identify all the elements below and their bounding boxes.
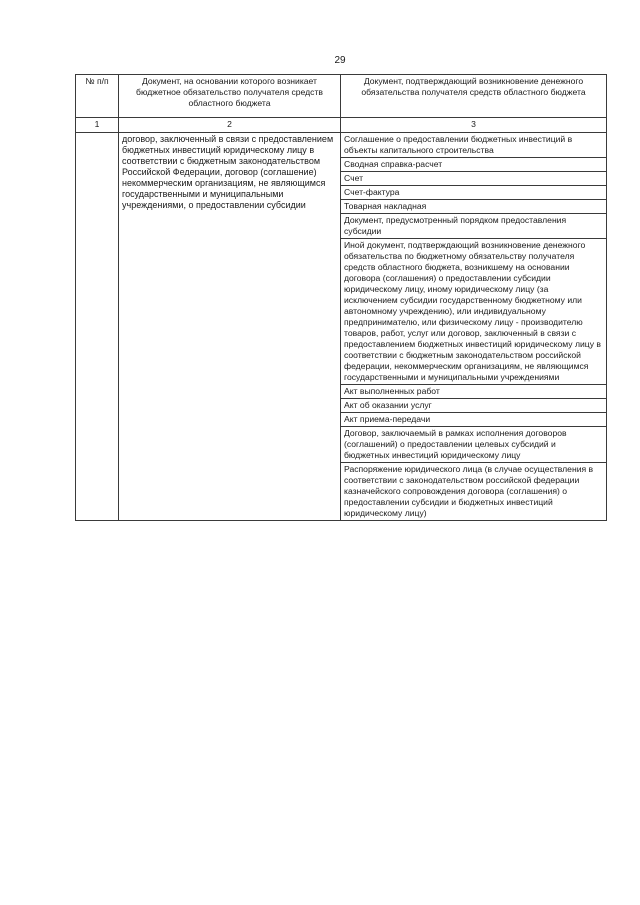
- confirming-document-8: Акт выполненных работ: [341, 385, 607, 399]
- basis-document-cell: договор, заключенный в связи с предоставлением бюджетных инвестиций юридическому лицу в соответствии с бюджетным законодательством Российской Федерации, договор (соглашение) некоммерческим организациям, не являющимся государственными и муниципальными учреждениями, о предоставлении субсидии: [119, 133, 341, 521]
- confirming-document-1: Соглашение о предоставлении бюджетных инвестиций в объекты капитального строительства: [341, 133, 607, 158]
- table-row: [76, 133, 607, 158]
- table-header-row: [76, 75, 607, 118]
- page-number: 29: [334, 55, 346, 66]
- confirming-document-7: Иной документ, подтверждающий возникновение денежного обязательства по бюджетному обязательству получателя средств областного бюджета, возникшему на основании договора (соглашения) о предоставлении субсидии юридическому лицу, иному юридическому лицу (за исключением субсидии государственному бюджетному или автономному учреждению), или индивидуальному предпринимателю, или физическому лицу - производителю товаров, работ, услуг или договор, заключенный в связи с предоставлением бюджетных инвестиций юридическому лицу в соответствии с бюджетным законодательством российской федерации, некоммерческим организациям, не являющимся государственными и муниципальными учреждениями: [341, 239, 607, 385]
- column-number-1: 1: [76, 118, 119, 133]
- column-number-2: 2: [119, 118, 341, 133]
- column-number-row: [76, 118, 607, 133]
- confirming-document-11: Договор, заключаемый в рамках исполнения договоров (соглашений) о предоставлении целевых субсидий и бюджетных инвестиций юридическому лицу: [341, 427, 607, 463]
- confirming-document-5: Товарная накладная: [341, 200, 607, 214]
- header-index: № п/п: [76, 75, 119, 118]
- confirming-document-9: Акт об оказании услуг: [341, 399, 607, 413]
- header-basis-document: Документ, на основании которого возникает бюджетное обязательство получателя средств областного бюджета: [119, 75, 341, 118]
- row-index: [76, 133, 119, 521]
- confirming-document-10: Акт приема-передачи: [341, 413, 607, 427]
- confirming-document-3: Счет: [341, 172, 607, 186]
- confirming-document-12: Распоряжение юридического лица (в случае осуществления в соответствии с законодательством российской федерации казначейского сопровождения договора (соглашения) о предоставлении субсидии и бюджетных инвестиций юридическому лицу): [341, 463, 607, 521]
- confirming-document-4: Счет-фактура: [341, 186, 607, 200]
- header-confirming-document: Документ, подтверждающий возникновение денежного обязательства получателя средств областного бюджета: [341, 75, 607, 118]
- column-number-3: 3: [341, 118, 607, 133]
- confirming-document-6: Документ, предусмотренный порядком предоставления субсидии: [341, 214, 607, 239]
- confirming-document-2: Сводная справка-расчет: [341, 158, 607, 172]
- documents-table: [75, 74, 607, 521]
